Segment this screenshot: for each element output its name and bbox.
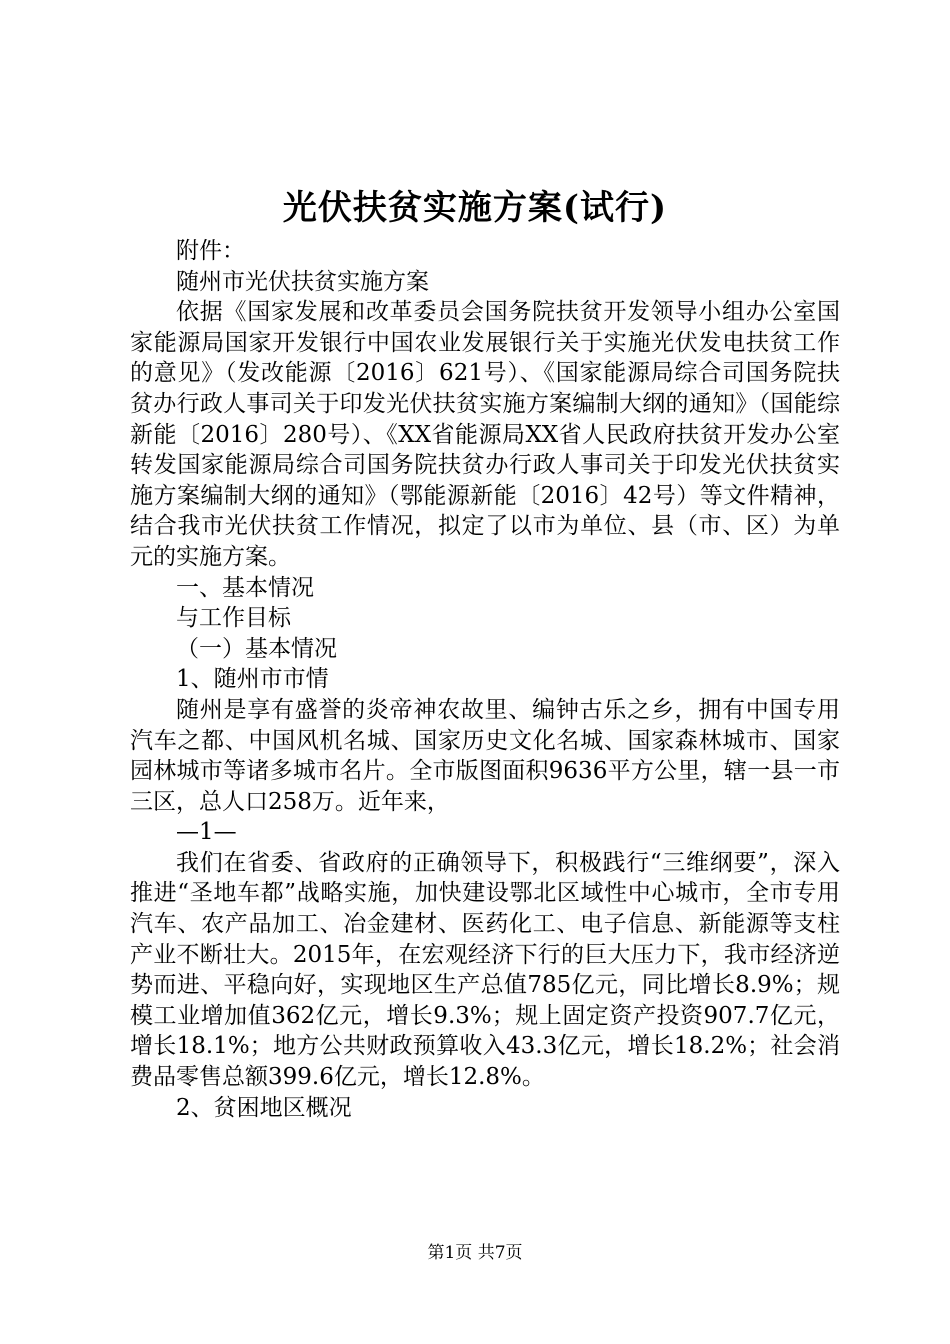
section-heading-1: 一、基本情况	[176, 574, 314, 601]
economy-paragraph: 我们在省委、省政府的正确领导下，积极践行“三维纲要”，深入推进“圣地车都”战略实施，加快建设鄂北区域性中心城市，全市专用汽车、农产品加工、冶金建材、医药化工、电子信息、新能源等支柱产业不断壮大。2015年，在宏观经济下行的巨大压力下，我市经济逆势而进、平稳向好，实现地区生产总值785亿元，同比增长8.9%；规模工业增加值362亿元，增长9.3%；规上固定资产投资907.7亿元，增长18.1%；地方公共财政预算收入43.3亿元，增长18.2%；社会消费品零售总额399.6亿元，增长12.8%。	[130, 849, 840, 1091]
attachment-label: 附件：	[176, 238, 245, 264]
inline-page-number: —1—	[176, 819, 237, 846]
item-heading-city-overview: 1、随州市市情	[176, 666, 329, 693]
page-footer: 第1页 共7页	[427, 1243, 523, 1263]
document-title: 光伏扶贫实施方案(试行)	[282, 188, 668, 228]
subsection-heading-basic-situation: （一）基本情况	[176, 635, 337, 662]
item-heading-poverty-areas: 2、贫困地区概况	[176, 1094, 352, 1121]
plan-subtitle: 随州市光伏扶贫实施方案	[176, 268, 429, 295]
section-heading-1-continued: 与工作目标	[176, 605, 291, 632]
document-body	[130, 236, 840, 1123]
basis-paragraph: 依据《国家发展和改革委员会国务院扶贫开发领导小组办公室国家能源局国家开发银行中国农业发展银行关于实施光伏发电扶贫工作的意见》（发改能源〔2016〕621号）、《国家能源局综合司国务院扶贫办行政人事司关于印发光伏扶贫实施方案编制大纲的通知》（国能综新能〔2016〕280号）、《XX省能源局XX省人民政府扶贫开发办公室转发国家能源局综合司国务院扶贫办行政人事司关于印发光伏扶贫实施方案编制大纲的通知》（鄂能源新能〔2016〕42号）等文件精神，结合我市光伏扶贫工作情况，拟定了以市为单位、县（市、区）为单元的实施方案。	[130, 299, 840, 570]
city-overview-paragraph: 随州是享有盛誉的炎帝神农故里、编钟古乐之乡，拥有中国专用汽车之都、中国风机名城、国家历史文化名城、国家森林城市、国家园林城市等诸多城市名片。全市版图面积9636平方公里，辖一县一市三区，总人口258万。近年来，	[130, 696, 840, 815]
